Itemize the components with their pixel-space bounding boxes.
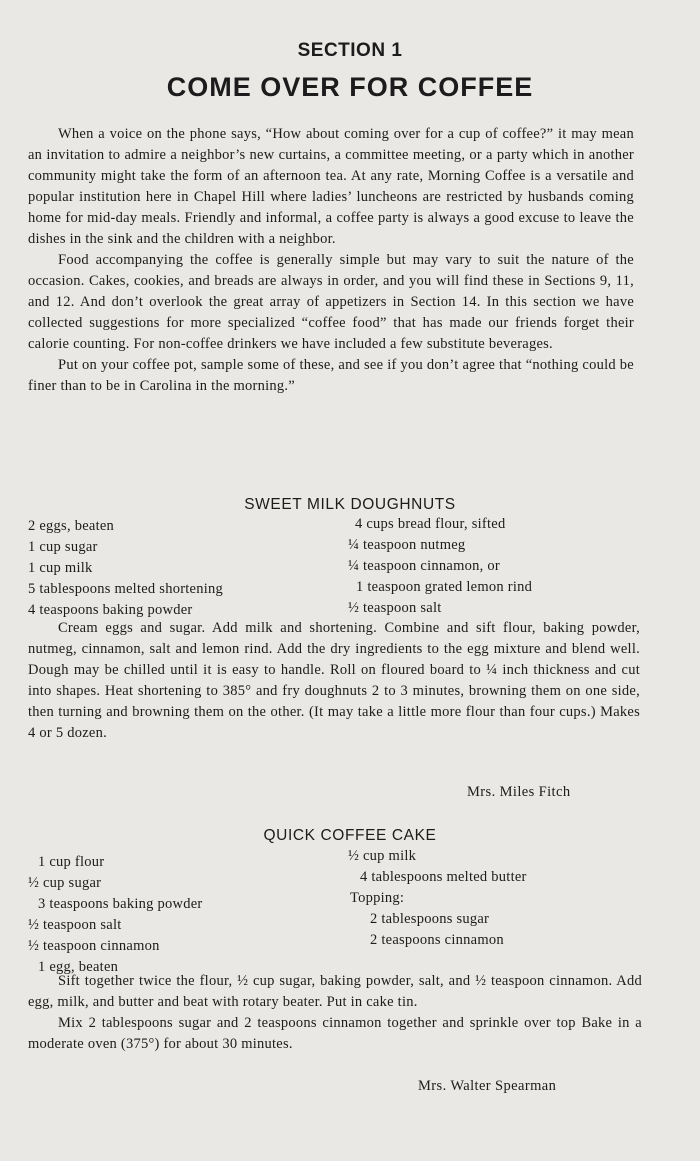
doughnuts-left-ingredients [28,516,223,621]
ingredient-line: 2 eggs, beaten [28,518,115,534]
intro-paragraph: When a voice on the phone says, “How about coming over for a cup of coffee?” it may mean an invitation to admire a neighbor’s new curtains, a committee meeting, or a party which in another community might take the form of an afternoon tea. At any rate, Morning Coffee is a versatile and popular institution here in Chapel Hill where ladies’ luncheons are restricted by husbands coming home for mid-day meals. Friendly and informal, a coffee party is always a good excuse to leave the dishes in the sink and the children with a neighbor. [28,126,634,247]
doughnuts-right-ingredients [348,514,532,619]
coffee-cake-right-ingredients [348,846,527,951]
ingredient-line: Topping: [350,890,405,906]
recipe-title-doughnuts: SWEET MILK DOUGHNUTS [244,496,456,513]
ingredient-line: ½ cup milk [348,848,417,864]
ingredient-line: 3 teaspoons baking powder [38,896,203,912]
ingredient-line: 1 cup sugar [28,539,98,555]
contributor-spearman: Mrs. Walter Spearman [418,1078,557,1094]
method-paragraph: Sift together twice the flour, ½ cup sugar, baking powder, salt, and ½ teaspoon cinnamon. Add egg, milk, and butter and beat with rotary beater. Put in cake tin. [28,973,642,1010]
method-paragraph: Mix 2 tablespoons sugar and 2 teaspoons cinnamon together and sprinkle over top Bake in a moderate oven (375°) for about 30 minutes. [28,1015,642,1052]
ingredient-line: 5 tablespoons melted shortening [28,581,224,597]
ingredient-line: ½ teaspoon cinnamon [28,938,160,954]
ingredient-line: 4 tablespoons melted butter [360,869,527,885]
ingredient-line: ½ cup sugar [28,875,102,891]
page-title: COME OVER FOR COFFEE [166,72,534,102]
intro-paragraph: Put on your coffee pot, sample some of these, and see if you don’t agree that “nothing could be finer than to be in Carolina in the morning.” [28,357,634,394]
ingredient-line: 1 teaspoon grated lemon rind [356,579,533,595]
ingredient-line: 4 cups bread flour, sifted [355,516,506,532]
coffee-cake-left-ingredients [28,852,203,978]
ingredient-line: 1 egg, beaten [38,959,119,975]
section-label: SECTION 1 [297,40,403,61]
ingredient-line: ¼ teaspoon cinnamon, or [348,558,500,574]
doughnuts-method [28,618,640,744]
ingredient-line: 1 cup flour [38,854,105,870]
intro-paragraph: Food accompanying the coffee is generally simple but may vary to suit the nature of the occasion. Cakes, cookies, and breads are always in order, and you will find these in Sections 9, 11, and 12. And don’t overlook the great array of appetizers in Section 14. In this section we have collected suggestions for more specialized “coffee food” that has made our friends forget their calorie counting. For non-coffee drinkers we have included a few substitute beverages. [28,252,634,352]
ingredient-line: 1 cup milk [28,560,93,576]
intro-text [28,124,634,397]
method-paragraph: Cream eggs and sugar. Add milk and shortening. Combine and sift flour, baking powder, nutmeg, cinnamon, salt and lemon rind. Add the dry ingredients to the egg mixture and blend well. Dough may be chilled until it is easy to handle. Roll on floured board to ¼ inch thickness and cut into shapes. Heat shortening to 385° and fry doughnuts 2 to 3 minutes, browning them on one side, then turning and browning them on the other. (It may take a little more flour than four cups.) Makes 4 or 5 dozen. [28,620,640,741]
ingredient-line: ½ teaspoon salt [28,917,122,933]
ingredient-line: 4 teaspoons baking powder [28,602,193,618]
ingredient-line: ¼ teaspoon nutmeg [348,537,466,553]
ingredient-line: 2 tablespoons sugar [370,911,490,927]
contributor-fitch: Mrs. Miles Fitch [467,784,571,800]
ingredient-line: ½ teaspoon salt [348,600,442,616]
coffee-cake-method [28,971,642,1055]
ingredient-line: 2 teaspoons cinnamon [370,932,504,948]
recipe-title-coffee-cake: QUICK COFFEE CAKE [263,827,437,844]
